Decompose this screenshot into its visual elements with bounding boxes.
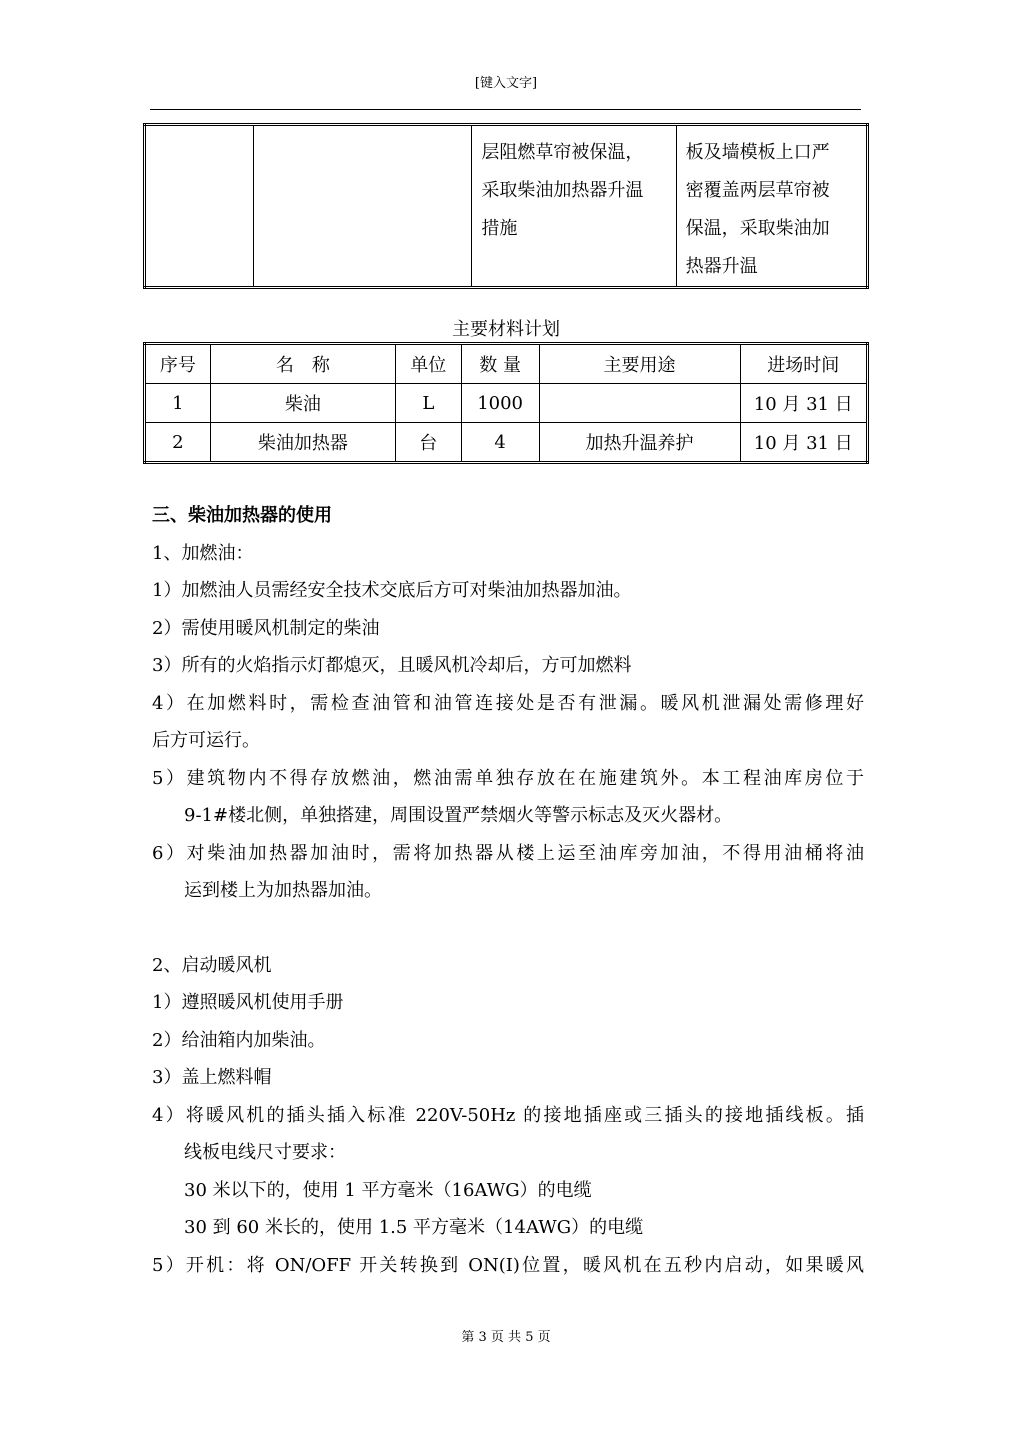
list-item-continued: 线板电线尺寸要求： (184, 1142, 346, 1163)
table-cell: 1000 (461, 384, 539, 423)
list-item: 2）给油箱内加柴油。 (152, 1029, 326, 1051)
list-item: 1）遵照暖风机使用手册 (152, 992, 344, 1013)
paragraph-gap (152, 910, 864, 947)
table-row (145, 423, 868, 463)
column-header: 序号 (145, 344, 211, 384)
table-cell: 柴油加热器 (210, 423, 395, 463)
table-cell: L (395, 384, 461, 423)
section-heading: 三、柴油加热器的使用 (152, 505, 332, 526)
table-cell: 10 月 31 日 (740, 384, 868, 423)
table-cell (539, 384, 740, 423)
cell-line: 热器升温 (685, 256, 758, 277)
column-header: 主要用途 (539, 344, 740, 384)
list-item-detail: 30 米以下的，使用 1 平方毫米（16AWG）的电缆 (184, 1179, 592, 1201)
table-header-row (145, 344, 868, 384)
table-cell (472, 125, 676, 288)
table-cell: 加热升温养护 (539, 423, 740, 463)
column-header: 数 量 (461, 344, 539, 384)
cell-line: 层阻燃草帘被保温， (481, 142, 644, 163)
cell-line: 密覆盖两层草帘被 (685, 180, 830, 201)
table-cell: 台 (395, 423, 461, 463)
column-header: 名 称 (210, 344, 395, 384)
list-item-continued: 后方可运行。 (152, 730, 260, 751)
continued-table (143, 123, 869, 289)
list-item-continued: 9-1#楼北侧，单独搭建，周围设置严禁烟火等警示标志及灭火器材。 (184, 805, 733, 826)
list-item: 4）在加燃料时，需检查油管和油管连接处是否有泄漏。暖风机泄漏处需修理好 (152, 692, 864, 714)
page-header: [键入文字] (474, 76, 538, 91)
cell-line: 保温，采取柴油加 (685, 218, 830, 239)
list-item: 2）需使用暖风机制定的柴油 (152, 617, 380, 639)
table-row (145, 384, 868, 423)
column-header: 进场时间 (740, 344, 868, 384)
list-item-continued: 运到楼上为加热器加油。 (184, 880, 382, 901)
section-body (152, 497, 864, 1284)
table-cell: 1 (145, 384, 211, 423)
table-cell (254, 125, 472, 288)
table-caption: 主要材料计划 (452, 319, 560, 340)
list-item: 1）加燃油人员需经安全技术交底后方可对柴油加热器加油。 (152, 580, 632, 601)
subsection-title: 1、加燃油： (152, 542, 254, 564)
table-cell (676, 125, 867, 288)
table-row (145, 125, 868, 288)
cell-line: 板及墙模板上口严 (685, 142, 830, 163)
page-footer: 第 3 页 共 5 页 (461, 1330, 551, 1345)
list-item: 5）开机：将 ON/OFF 开关转换到 ON(I)位置，暖风机在五秒内启动，如果暖风 (152, 1254, 864, 1276)
list-item-detail: 30 到 60 米长的，使用 1.5 平方毫米（14AWG）的电缆 (184, 1217, 644, 1238)
table-cell: 10 月 31 日 (740, 423, 868, 463)
cell-line: 采取柴油加热器升温 (481, 180, 644, 201)
list-item: 6）对柴油加热器加油时，需将加热器从楼上运至油库旁加油，不得用油桶将油 (152, 842, 864, 864)
list-item: 4）将暖风机的插头插入标准 220V-50Hz 的接地插座或三插头的接地插线板。插 (152, 1104, 864, 1126)
table-cell: 柴油 (210, 384, 395, 423)
subsection-title: 2、启动暖风机 (152, 954, 272, 976)
table-cell: 2 (145, 423, 211, 463)
list-item: 5）建筑物内不得存放燃油，燃油需单独存放在在施建筑外。本工程油库房位于 (152, 767, 864, 789)
table-cell: 4 (461, 423, 539, 463)
materials-table (143, 342, 869, 464)
cell-line: 措施 (481, 218, 518, 239)
list-item: 3）盖上燃料帽 (152, 1067, 272, 1088)
list-item: 3）所有的火焰指示灯都熄灭，且暖风机冷却后，方可加燃料 (152, 655, 632, 676)
header-divider (150, 109, 861, 110)
table-cell (145, 125, 254, 288)
column-header: 单位 (395, 344, 461, 384)
